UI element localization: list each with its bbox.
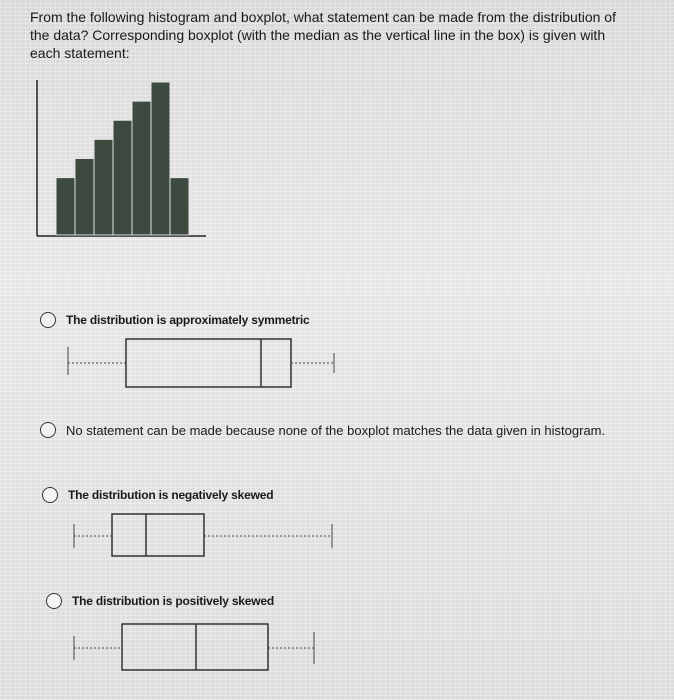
histogram-bar-5 — [132, 101, 151, 235]
option-symmetric[interactable] — [40, 312, 309, 329]
option-positively-skewed-label: The distribution is positively skewed — [72, 594, 274, 608]
histogram-chart — [36, 80, 208, 238]
histogram-bar-6 — [151, 82, 170, 235]
histogram-bar-2 — [75, 159, 94, 236]
option-negatively-skewed-label: The distribution is negatively skewed — [68, 488, 274, 502]
option-no-statement-label: No statement can be made because none of the boxplot matches the data given in histogram. — [66, 423, 606, 438]
option-symmetric-label: The distribution is approximately symmetric — [66, 313, 310, 327]
option-positively-skewed[interactable] — [46, 593, 274, 610]
histogram-bar-1 — [56, 178, 75, 235]
histogram-bar-7 — [170, 178, 189, 235]
radio-negatively-skewed[interactable] — [42, 487, 58, 503]
radio-no-statement[interactable] — [40, 422, 56, 438]
option-negatively-skewed[interactable] — [42, 487, 273, 504]
histogram-bar-3 — [94, 139, 113, 235]
question-text: From the following histogram and boxplot, what statement can be made from the distribution of the data? Corresponding boxplot (with the median as the vertical line in the box) is given with each statement: — [30, 9, 616, 61]
boxplot-negatively-skewed — [72, 512, 337, 558]
histogram-bar-4 — [113, 120, 132, 235]
boxplot-symmetric — [66, 337, 341, 389]
option-no-statement[interactable] — [40, 422, 626, 439]
radio-symmetric[interactable] — [40, 312, 56, 328]
boxplot-positively-skewed — [72, 622, 320, 672]
radio-positively-skewed[interactable] — [46, 593, 62, 609]
